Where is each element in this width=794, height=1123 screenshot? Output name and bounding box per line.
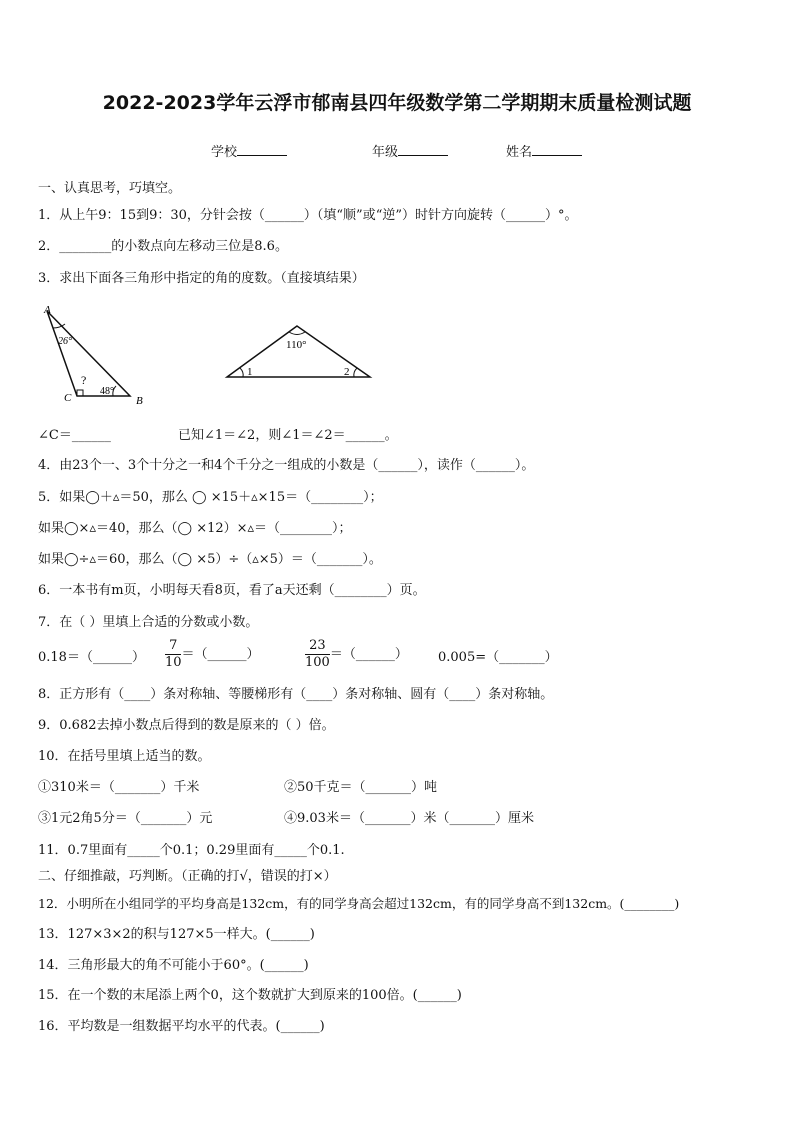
question-10-item-1: ①310米＝（_______）千米 <box>38 780 200 795</box>
school-blank[interactable] <box>237 142 287 156</box>
top-angle-arc <box>289 332 305 335</box>
question-7-item-b <box>165 638 260 671</box>
page-title: 2022-2023学年云浮市郁南县四年级数学第二学期期末质量检测试题 <box>102 92 692 114</box>
angle-b-value: 48° <box>100 386 114 397</box>
question-12: 12．小明所在小组同学的平均身高是132cm，有的同学身高会超过132cm，有的同学身高不到132cm。(________) <box>38 896 680 911</box>
triangle-abc <box>47 311 130 396</box>
name-label: 姓名 <box>506 145 533 160</box>
question-10-item-2: ②50千克＝（_______）吨 <box>284 780 438 795</box>
question-14: 14．三角形最大的角不可能小于60°。(______) <box>38 958 309 973</box>
question-7-item-c <box>305 638 408 671</box>
fraction-denominator: 10 <box>165 655 182 670</box>
angle-a-value: 26° <box>58 336 72 347</box>
question-3: 3．求出下面各三角形中指定的角的度数。（直接填结果） <box>38 271 365 286</box>
question-13: 13．127×3×2的积与127×5一样大。(______) <box>38 927 315 942</box>
question-9: 9．0.682去掉小数点后得到的数是原来的（ ）倍。 <box>38 718 335 733</box>
question-11: 11．0.7里面有_____个0.1；0.29里面有_____个0.1. <box>38 843 345 858</box>
fraction-23-100 <box>305 638 330 671</box>
question-7-blank-c: ＝（______） <box>329 646 408 662</box>
question-7-blank-b: ＝（______） <box>181 646 260 662</box>
question-7: 7．在（ ）里填上合适的分数或小数。 <box>38 615 259 630</box>
name-blank[interactable] <box>532 142 582 156</box>
question-3a: ∠C＝______ <box>38 428 111 443</box>
fraction-denominator: 100 <box>305 655 330 670</box>
triangle-110-figure <box>222 320 382 382</box>
fraction-7-10 <box>165 638 182 671</box>
question-10-item-4: ④9.03米＝（_______）米（_______）厘米 <box>284 811 534 826</box>
question-5b: 如果◯×▵＝40，那么（◯ ×12）×▵＝（________）； <box>38 521 352 536</box>
top-angle-value: 110° <box>286 339 307 351</box>
question-5a: 5．如果◯＋▵＝50，那么 ◯ ×15＋▵×15＝（________）； <box>38 490 383 505</box>
question-16: 16．平均数是一组数据平均水平的代表。(______) <box>38 1019 325 1034</box>
question-15: 15．在一个数的末尾添上两个0，这个数就扩大到原来的100倍。(______) <box>38 988 462 1003</box>
question-10-item-3: ③1元2角5分＝（_______）元 <box>38 811 213 826</box>
question-10: 10．在括号里填上适当的数。 <box>38 749 211 764</box>
grade-field[interactable] <box>372 141 448 160</box>
grade-label: 年级 <box>372 145 399 160</box>
triangle-abc-figure <box>36 300 156 410</box>
vertex-a-label: A <box>44 304 51 316</box>
angle-c-unknown: ? <box>81 373 87 387</box>
question-7-item-d: 0.005=（_______） <box>438 650 558 665</box>
question-1: 1．从上午9：15到9：30，分针会按（______）（填“顺”或“逆”）时针方向旋转（______）°。 <box>38 208 578 223</box>
vertex-b-label: B <box>136 395 143 407</box>
angle-c-mark <box>77 390 83 396</box>
angle-1-arc <box>240 368 243 377</box>
fraction-numerator: 7 <box>165 638 181 655</box>
fraction-numerator: 23 <box>305 638 330 655</box>
question-2: 2．________的小数点向左移动三位是8.6。 <box>38 239 288 254</box>
question-6: 6．一本书有m页，小明每天看8页，看了a天还剩（________）页。 <box>38 583 426 598</box>
question-8: 8．正方形有（____）条对称轴、等腰梯形有（____）条对称轴、圆有（____）条对称轴。 <box>38 687 554 702</box>
angle-2-arc <box>354 368 357 377</box>
section-1-heading: 一、认真思考，巧填空。 <box>38 181 182 196</box>
question-3b: 已知∠1＝∠2，则∠1＝∠2＝______。 <box>178 428 398 443</box>
grade-blank[interactable] <box>398 142 448 156</box>
question-7-item-a: 0.18＝（______） <box>38 650 145 665</box>
question-5c: 如果◯÷▵＝60，那么（◯ ×5）÷（▵×5）＝（_______）。 <box>38 552 382 567</box>
angle-1-label: 1 <box>247 366 253 378</box>
vertex-c-label: C <box>64 392 72 404</box>
name-field[interactable] <box>506 141 582 160</box>
school-field[interactable] <box>211 141 287 160</box>
angle-2-label: 2 <box>344 366 350 378</box>
school-label: 学校 <box>211 145 238 160</box>
question-4: 4．由23个一、3个十分之一和4个千分之一组成的小数是（______），读作（______）。 <box>38 458 535 473</box>
section-2-heading: 二、仔细推敲，巧判断。（正确的打√，错误的打×） <box>38 869 337 884</box>
